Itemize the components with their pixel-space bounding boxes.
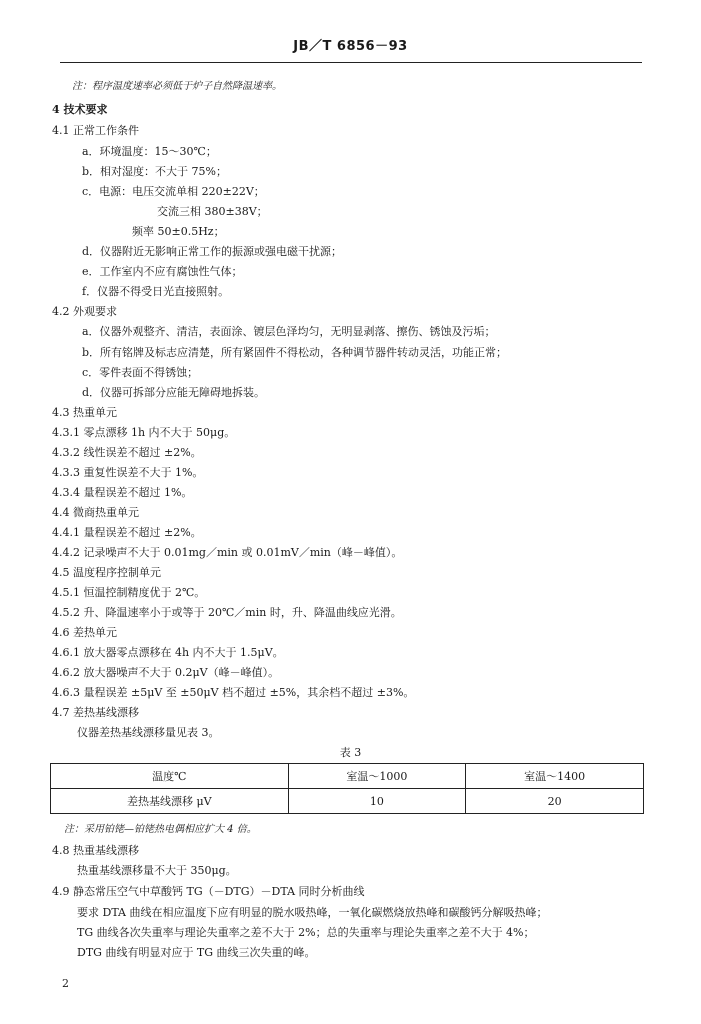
clause-heading: 4.6 差热单元 — [52, 626, 117, 639]
clause-heading: 4.9 静态常压空气中草酸钙 TG（－DTG）－DTA 同时分析曲线 — [52, 885, 365, 898]
body-text: 要求 DTA 曲线在相应温度下应有明显的脱水吸热峰，一氧化碳燃烧放热峰和碳酸钙分解吸热峰； — [77, 906, 548, 919]
table-header-cell: 室温～1400 — [466, 764, 644, 789]
list-item: f．仪器不得受日光直接照射。 — [82, 285, 230, 298]
clause-item: 4.4.2 记录噪声不大于 0.01mg／min 或 0.01mV／min（峰－峰值）。 — [52, 546, 403, 559]
list-item: d．仪器可拆部分应能无障碍地拆装。 — [82, 386, 266, 399]
header-rule — [60, 62, 642, 63]
body-text: TG 曲线各次失重率与理论失重率之差不大于 2%；总的失重率与理论失重率之差不大于 4%； — [77, 926, 535, 939]
table-cell: 差热基线漂移 μV — [51, 789, 289, 814]
table-header-row — [51, 764, 644, 789]
clause-item: 4.3.4 量程误差不超过 1%。 — [52, 486, 193, 499]
list-item: c．零件表面不得锈蚀； — [82, 366, 199, 379]
body-text: 热重基线漂移量不大于 350μg。 — [77, 864, 237, 877]
list-item: c．电源：电压交流单相 220±22V； — [82, 185, 265, 198]
section-heading: 4 技术要求 — [52, 103, 108, 116]
table-cell: 10 — [288, 789, 466, 814]
program-note: 注：程序温度速率必须低于炉子自然降温速率。 — [72, 81, 282, 92]
list-item: a．仪器外观整齐、清洁，表面涂、镀层色泽均匀，无明显剥落、擦伤、锈蚀及污垢； — [82, 325, 496, 338]
list-item: e．工作室内不应有腐蚀性气体； — [82, 265, 243, 278]
clause-heading: 4.4 微商热重单元 — [52, 506, 139, 519]
clause-item: 4.5.2 升、降温速率小于或等于 20℃／min 时，升、降温曲线应光滑。 — [52, 606, 402, 619]
clause-item: 4.3.1 零点漂移 1h 内不大于 50μg。 — [52, 426, 236, 439]
clause-heading: 4.1 正常工作条件 — [52, 124, 139, 137]
clause-item: 4.4.1 量程误差不超过 ±2%。 — [52, 526, 202, 539]
document-header: JB／T 6856－93 — [293, 39, 408, 54]
list-item: 频率 50±0.5Hz； — [132, 225, 225, 238]
list-item: d．仪器附近无影响正常工作的振源或强电磁干扰源； — [82, 245, 343, 258]
table-caption: 表 3 — [339, 746, 362, 759]
clause-heading: 4.7 差热基线漂移 — [52, 706, 139, 719]
table-cell: 20 — [466, 789, 644, 814]
list-item: a．环境温度：15～30℃； — [82, 145, 217, 158]
clause-heading: 4.3 热重单元 — [52, 406, 117, 419]
clause-item: 4.3.2 线性误差不超过 ±2%。 — [52, 446, 202, 459]
table-header-cell: 室温～1000 — [288, 764, 466, 789]
table-header-cell: 温度℃ — [51, 764, 289, 789]
body-text: DTG 曲线有明显对应于 TG 曲线三次失重的峰。 — [77, 946, 316, 959]
body-text: 仪器差热基线漂移量见表 3。 — [77, 726, 220, 739]
list-item: b．相对湿度：不大于 75%； — [82, 165, 227, 178]
clause-item: 4.6.3 量程误差 ±5μV 至 ±50μV 档不超过 ±5%，其余档不超过 ±3%。 — [52, 686, 415, 699]
page-number: 2 — [62, 977, 69, 990]
list-item: 交流三相 380±38V； — [157, 205, 268, 218]
clause-item: 4.3.3 重复性误差不大于 1%。 — [52, 466, 204, 479]
table-row — [51, 789, 644, 814]
table-note: 注：采用铂铑—铂铑热电偶相应扩大 4 倍。 — [64, 824, 257, 835]
clause-heading: 4.5 温度程序控制单元 — [52, 566, 161, 579]
drift-table — [50, 763, 644, 814]
clause-item: 4.5.1 恒温控制精度优于 2℃。 — [52, 586, 206, 599]
list-item: b．所有铭牌及标志应清楚，所有紧固件不得松动，各种调节器件转动灵活，功能正常； — [82, 346, 508, 359]
clause-item: 4.6.1 放大器零点漂移在 4h 内不大于 1.5μV。 — [52, 646, 284, 659]
clause-heading: 4.8 热重基线漂移 — [52, 844, 139, 857]
clause-heading: 4.2 外观要求 — [52, 305, 117, 318]
clause-item: 4.6.2 放大器噪声不大于 0.2μV（峰－峰值）。 — [52, 666, 280, 679]
